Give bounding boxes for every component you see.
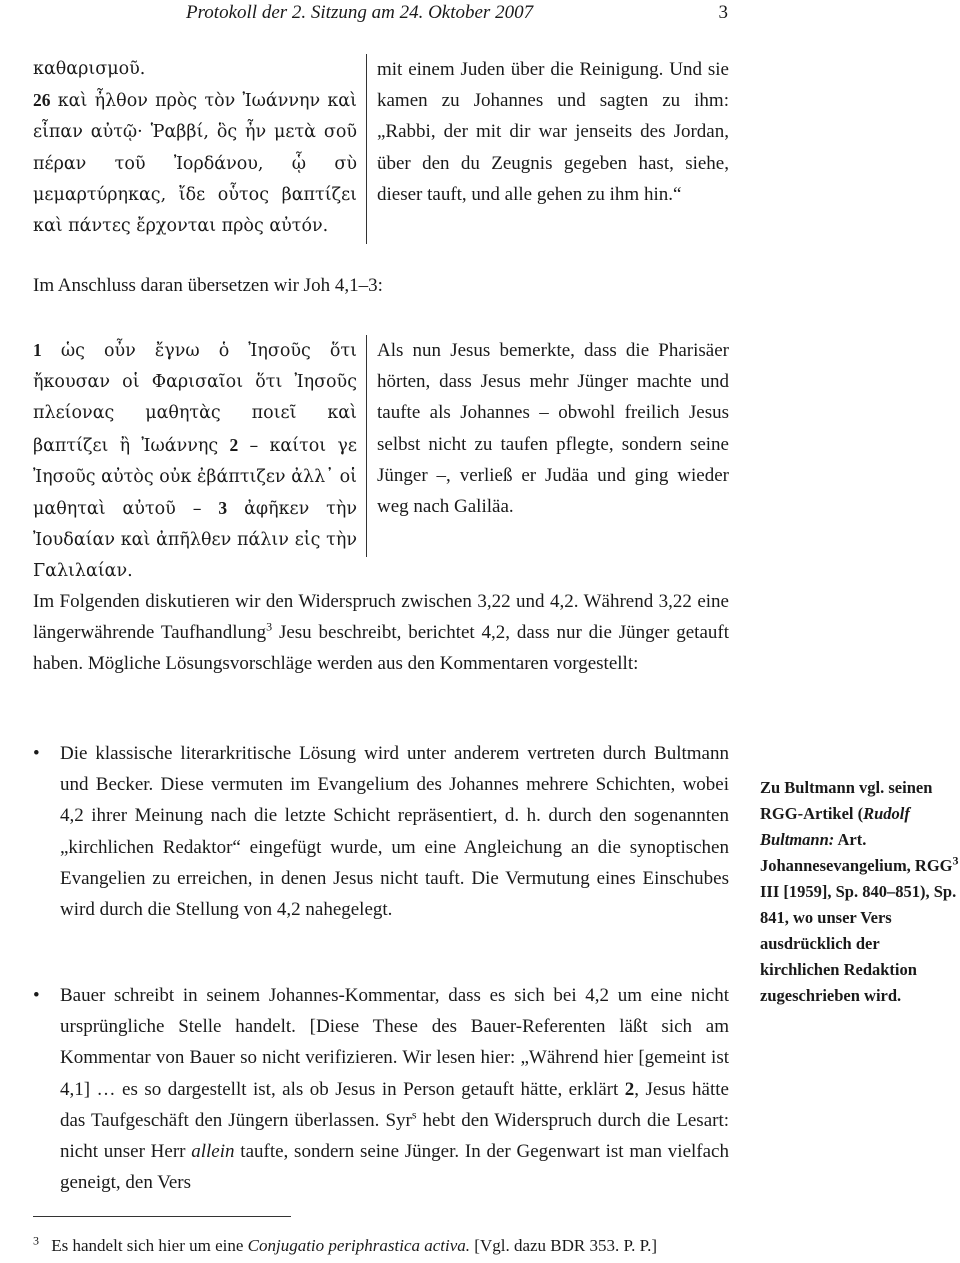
bullet-icon: • — [33, 743, 40, 764]
greek-text-block-1 — [33, 54, 357, 242]
german-translation: Als nun Jesus bemerkte, dass die Pharisäer hörten, dass Jesus mehr Jünger machte und taufte als Johannes – obwohl freilich Jesus selbst nicht zu taufen pflegte, sondern seine Jünger –, verließ er Judäa und ging wieder weg nach Galiläa. — [377, 340, 729, 518]
page-number: 3 — [718, 2, 728, 23]
footnote-number: 3 — [33, 1233, 39, 1248]
german-translation: mit einem Juden über die Reinigung. Und sie kamen zu Johannes und sagten zu ihm: „Rabbi, der mit dir war jenseits des Jordan, über den du Zeugnis gegeben hast, siehe, dieser tauft, und alle gehen zu ihm hin.“ — [377, 59, 729, 205]
bullet-icon: • — [33, 985, 40, 1006]
greek-verse-text: ὡς οὖν ἔγνω ὁ Ἰησοῦς ὅτι ἤκουσαν οἱ Φαρισαῖοι ὅτι Ἰησοῦς πλείονας μαθητὰς ποιεῖ καὶ βαπτίζει ἢ Ἰωάννης — [33, 341, 357, 456]
verse-number: 26 — [33, 90, 51, 111]
column-divider — [366, 54, 367, 244]
verse-number: 3 — [218, 498, 228, 519]
greek-text-block-2 — [33, 335, 357, 588]
list-item-text: Die klassische literarkritische Lösung wird unter anderem vertreten durch Bultmann und Becker. Diese vermuten im Evangelium des Johannes mehrere Schichten, wobei 4,2 ihrer Meinung nach die letzte Schicht repräsentiert, d. h. durch den sogenannten „kirchlichen Redaktor“ eingefügt wurde, um eine Angleichung an die synoptischen Evangelien zu erreichen, in denen Jesus nicht tauft. Die Vermutung eines Einschubes wird durch die Stellung von 4,2 nahegelegt. — [60, 743, 729, 921]
greek-verse-text: καὶ ἦλθον πρὸς τὸν Ἰωάννην καὶ εἶπαν αὐτῷ· Ῥαββί, ὃς ἦν μετὰ σοῦ πέραν τοῦ Ἰορδάνου, ᾧ σὺ μεμαρτύρηκας, ἴδε οὗτος βαπτίζει καὶ πάντες ἔρχονται πρὸς αὐτόν. — [33, 91, 357, 237]
header-title: Protokoll der 2. Sitzung am 24. Oktober 2007 — [186, 2, 534, 23]
margin-note: Zu Bultmann vgl. seinen RGG-Artikel (Rudolf Bultmann: Art. Johannesevangelium, RGG$^3$ III [1959], Sp. 840–851), Sp. 841, wo unser Vers ausdrücklich der kirchlichen Redaktion zugeschrieben wird. — [760, 778, 959, 1005]
footnote-rule — [33, 1216, 291, 1217]
discussion-paragraph: Im Folgenden diskutieren wir den Widerspruch zwischen 3,22 und 4,2. Während 3,22 eine längerwährende Taufhandlung$^3$ Jesu beschreibt, berichtet 4,2, dass nur die Jünger getauft haben. Mögliche Lösungsvorschläge werden aus den Kommentaren vorgestellt: — [33, 591, 729, 675]
greek-verse-text: ἀφῆκεν τὴν Ἰουδαίαν καὶ ἀπῆλθεν πάλιν εἰς τὴν Γαλιλαίαν. — [33, 499, 357, 582]
greek-intro: καθαρισμοῦ. — [33, 59, 146, 79]
column-divider — [366, 335, 367, 557]
list-item-text: Bauer schreibt in seinem Johannes-Kommentar, dass es sich bei 4,2 um eine nicht ursprüngliche Stelle handelt. [Diese These des Bauer-Referenten läßt sich am Kommentar von Bauer so nicht verifizieren. Wir lesen hier: „Während hier [gemeint ist 4,1] … es so dargestellt ist, als ob Jesus in Person getauft hätte, erklärt 2, Jesus hätte das Taufgeschäft den Jüngern überlassen. Syr$^s$ hebt den Widerspruch durch die Lesart: nicht unser Herr allein taufte, sondern seine Jünger. In der Gegenwart ist man vielfach geneigt, den Vers — [60, 985, 730, 1194]
running-header — [186, 2, 728, 32]
verse-number: 1 — [33, 340, 42, 360]
transition-paragraph: Im Anschluss daran übersetzen wir Joh 4,1–3: — [33, 275, 383, 296]
german-text-block-1 — [377, 54, 729, 210]
german-text-block-2 — [377, 335, 729, 522]
bullet-list — [33, 738, 729, 1208]
footnote-reference[interactable]: 3 — [266, 619, 273, 634]
footnote: $^3$ Es handelt sich hier um eine Conjugatio periphrastica activa. [Vgl. dazu BDR 353. P. P.] — [33, 1233, 658, 1255]
greek-verse-text: – καίτοι γε Ἰησοῦς αὐτὸς οὐκ ἐβάπτιζεν ἀλλ᾽ οἱ μαθηταὶ αὐτοῦ – — [33, 435, 357, 520]
verse-number: 2 — [229, 434, 239, 455]
